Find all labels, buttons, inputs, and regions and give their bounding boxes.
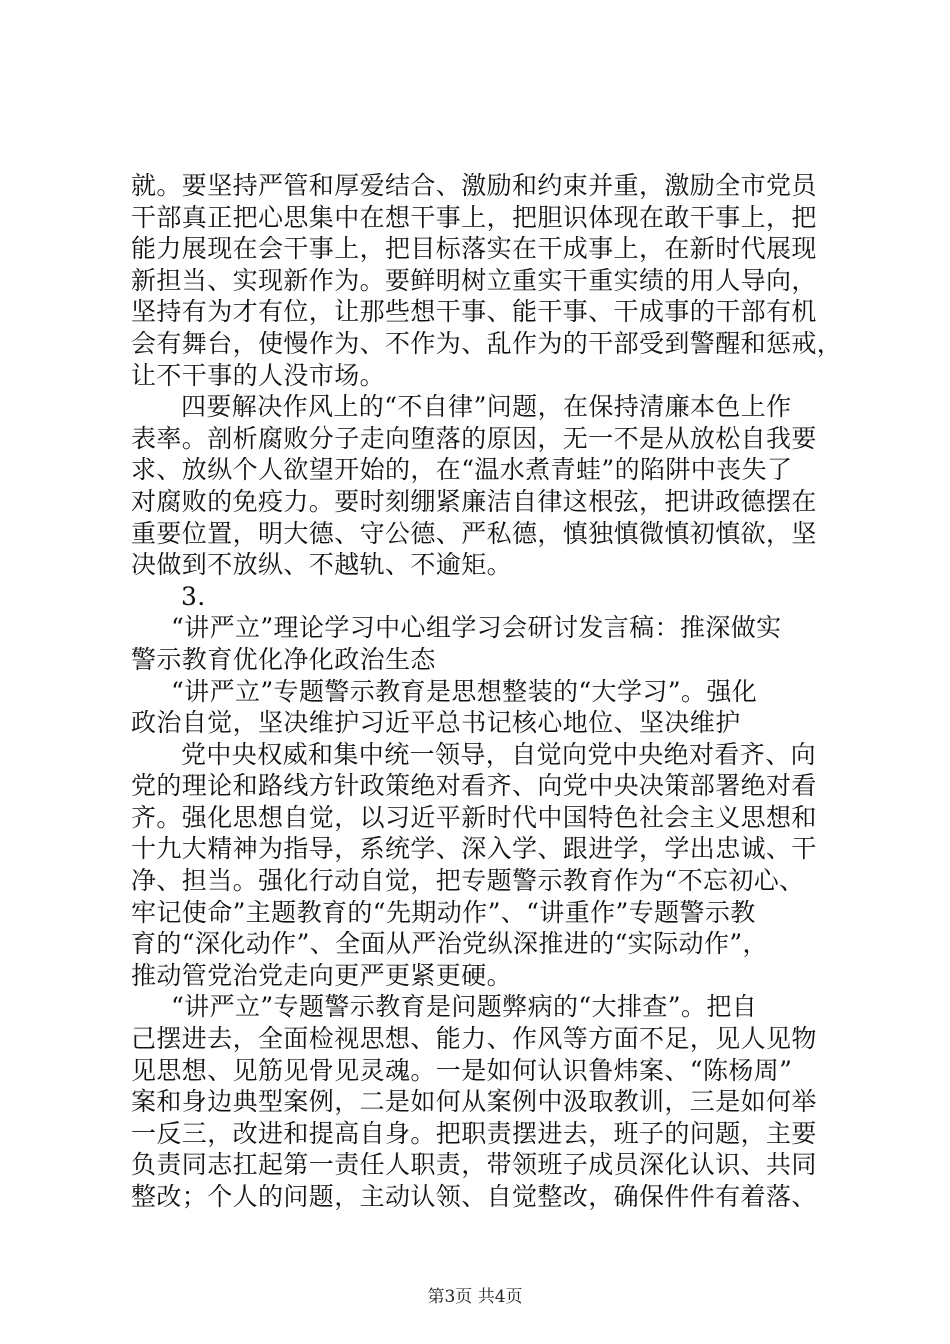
text-line: 政治自觉，坚决维护习近平总书记核心地位、坚决维护 (131, 708, 741, 738)
text-line: 坚持有为才有位，让那些想干事、能干事、干成事的干部有机 (131, 297, 817, 327)
page-footer: 第3页 共4页 (427, 1287, 523, 1307)
text-line: 让不干事的人没市场。 (131, 360, 386, 390)
text-line: 净、担当。强化行动自觉，把专题警示教育作为“不忘初心、 (131, 866, 805, 896)
text-line: 能力展现在会干事上，把目标落实在干成事上，在新时代展现 (131, 234, 817, 264)
text-line: 己摆进去，全面检视思想、能力、作风等方面不足，见人见物 (131, 1024, 817, 1054)
text-line: 一反三，改进和提高自身。把职责摆进去，班子的问题，主要 (131, 1118, 817, 1148)
section-title: “讲严立”理论学习中心组学习会研讨发言稿：推深做实 (171, 613, 782, 643)
text-line: 齐。强化思想自觉，以习近平新时代中国特色社会主义思想和 (131, 802, 817, 832)
text-line: 党中央权威和集中统一领导，自觉向党中央绝对看齐、向 (181, 739, 817, 769)
text-line: 新担当、实现新作为。要鲜明树立重实干重实绩的用人导向， (131, 265, 817, 295)
text-line: 干部真正把心思集中在想干事上，把胆识体现在敢干事上，把 (131, 202, 817, 232)
text-line: 四要解决作风上的“不自律”问题，在保持清廉本色上作 (181, 392, 792, 422)
text-line: 对腐败的免疫力。要时刻绷紧廉洁自律这根弦，把讲政德摆在 (131, 486, 817, 516)
text-line: 十九大精神为指导，系统学、深入学、跟进学，学出忠诚、干 (131, 834, 817, 864)
text-line: 牢记使命”主题教育的“先期动作”、“讲重作”专题警示教 (131, 897, 756, 927)
text-line: 案和身边典型案例，二是如何从案例中汲取教训，三是如何举 (131, 1087, 817, 1117)
body-text (131, 170, 843, 1213)
text-line: 求、放纵个人欲望开始的，在“温水煮青蛙”的陷阱中丧失了 (131, 455, 793, 485)
text-line: 会有舞台，使慢作为、不作为、乱作为的干部受到警醒和惩戒， (131, 328, 843, 358)
text-line: 就。要坚持严管和厚爱结合、激励和约束并重，激励全市党员 (131, 171, 817, 200)
text-line: 决做到不放纵、不越轨、不逾矩。 (131, 550, 513, 580)
text-line: 整改；个人的问题，主动认领、自觉整改，确保件件有着落、 (131, 1182, 817, 1211)
text-line: 推动管党治党走向更严更紧更硬。 (131, 960, 513, 990)
text-line: “讲严立”专题警示教育是思想整装的“大学习”。强化 (171, 676, 758, 706)
text-line: “讲严立”专题警示教育是问题弊病的“大排查”。把自 (171, 992, 758, 1022)
section-title: 警示教育优化净化政治生态 (131, 644, 436, 674)
text-line: 负责同志扛起第一责任人职责，带领班子成员深化认识、共同 (131, 1150, 817, 1180)
section-number: 3. (181, 581, 206, 611)
text-line: 重要位置，明大德、守公德、严私德，慎独慎微慎初慎欲，坚 (131, 518, 817, 548)
text-line: 见思想、见筋见骨见灵魂。一是如何认识鲁炜案、“陈杨周” (131, 1055, 793, 1085)
text-line: 育的“深化动作”、全面从严治党纵深推进的“实际动作”， (131, 929, 768, 959)
text-line: 表率。剖析腐败分子走向堕落的原因，无一不是从放松自我要 (131, 423, 817, 453)
text-line: 党的理论和路线方针政策绝对看齐、向党中央决策部署绝对看 (131, 771, 817, 801)
